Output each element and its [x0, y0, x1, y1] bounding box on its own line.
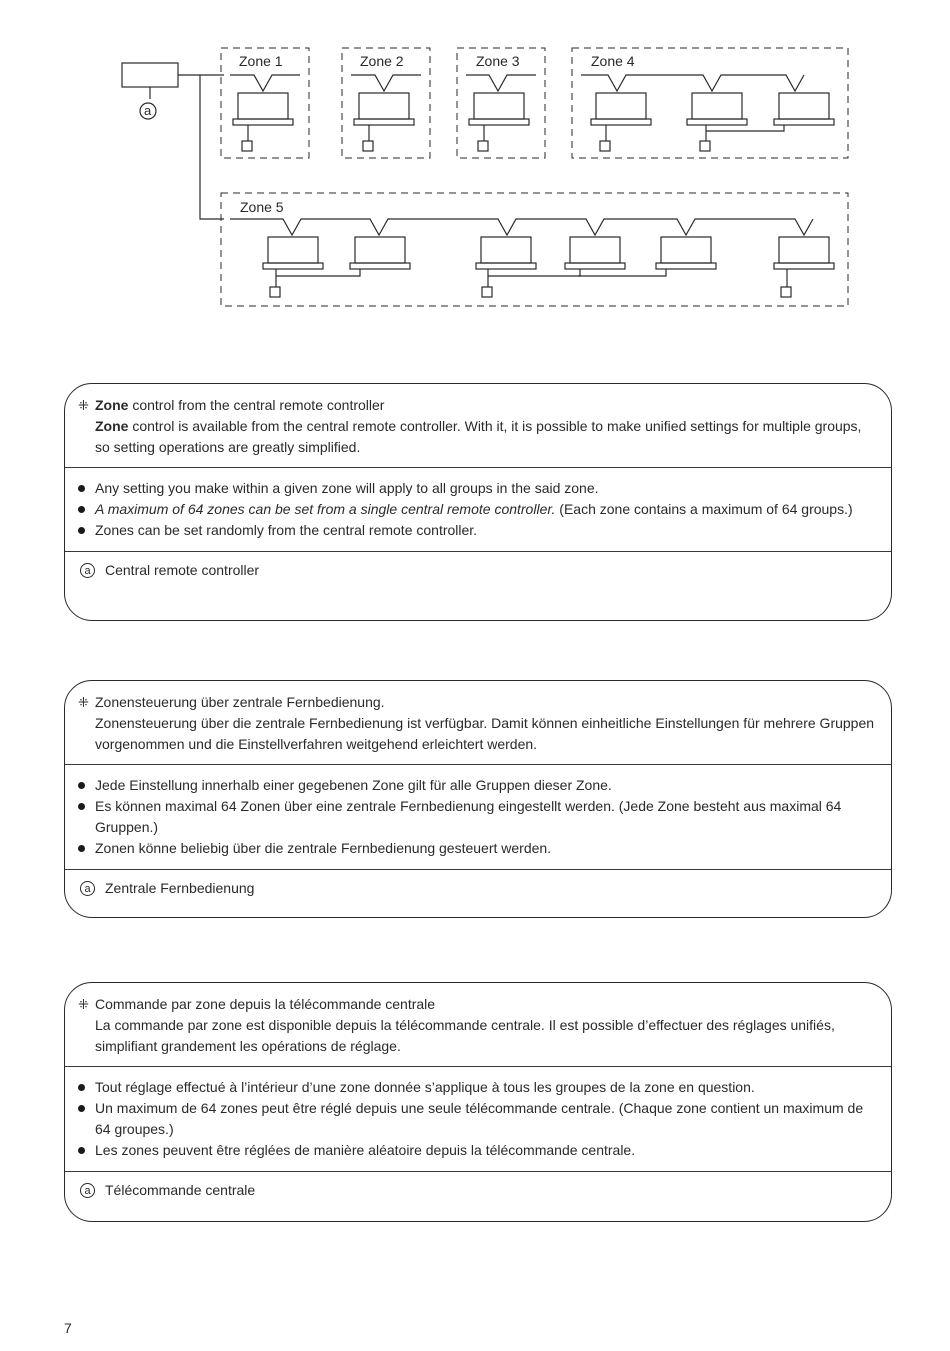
- english-panel: [64, 383, 892, 621]
- french-bullet-3: Les zones peuvent être réglées de manière aléatoire depuis la télécommande centrale.: [95, 1140, 879, 1161]
- trunk-wire: [178, 75, 224, 219]
- zone-2-label: Zone 2: [360, 53, 404, 69]
- english-intro: [65, 384, 891, 467]
- german-panel: [64, 680, 892, 918]
- english-legend: [65, 551, 891, 591]
- english-bullet-2: [95, 499, 879, 520]
- legend-a-icon: a: [80, 563, 95, 578]
- german-heading: Zonensteuerung über zentrale Fernbedienung.: [95, 694, 385, 710]
- english-bullet-2-italic: A maximum of 64 zones can be set from a single central remote controller.: [95, 501, 556, 517]
- french-legend: [65, 1171, 891, 1211]
- english-body-rest: control is available from the central remote controller. With it, it is possible to make unified settings for multiple groups, so setting operations are greatly simplified.: [95, 418, 862, 455]
- english-bullet-1: Any setting you make within a given zone will apply to all groups in the said zone.: [95, 478, 879, 499]
- zone-2-bus: [351, 75, 421, 91]
- section-mark-icon: ⁜: [78, 695, 89, 710]
- zone-1-bus: [230, 75, 300, 91]
- french-bullets: [65, 1066, 891, 1171]
- french-bullet-1: Tout réglage effectué à l’intérieur d’une zone donnée s’applique à tous les groupes de la zone en question.: [95, 1077, 879, 1098]
- zone-wiring-diagram: [0, 0, 950, 330]
- german-body: Zonensteuerung über die zentrale Fernbedienung ist verfügbar. Damit können einheitliche Einstellungen für mehrere Gruppen vorgenommen und die Einstellverfahren weitgehend erleichtert werden.: [95, 715, 875, 752]
- german-legend-text: Zentrale Fernbedienung: [105, 880, 255, 896]
- zone-5-bus: [230, 219, 813, 235]
- indoor-units-row-1: [233, 93, 834, 125]
- central-remote-controller: [122, 63, 178, 87]
- german-intro: [65, 681, 891, 764]
- zone-5-label: Zone 5: [240, 199, 284, 215]
- german-bullet-2: Es können maximal 64 Zonen über eine zentrale Fernbedienung eingestellt werden. (Jede Zone besteht aus maximal 64 Gruppen.): [95, 796, 879, 838]
- zone-1-label: Zone 1: [239, 53, 283, 69]
- german-bullet-1: Jede Einstellung innerhalb einer gegebenen Zone gilt für alle Gruppen dieser Zone.: [95, 775, 879, 796]
- french-intro: [65, 983, 891, 1066]
- german-bullet-3: Zonen könne beliebig über die zentrale Fernbedienung gesteuert werden.: [95, 838, 879, 859]
- french-bullet-2: Un maximum de 64 zones peut être réglé depuis une seule télécommande centrale. (Chaque zone contient un maximum de 64 groupes.): [95, 1098, 879, 1140]
- indoor-units-row-2: [263, 237, 834, 269]
- french-legend-text: Télécommande centrale: [105, 1182, 256, 1198]
- french-body: La commande par zone est disponible depuis la télécommande centrale. Il est possible d’effectuer des réglages unifiés, simplifiant grandement les opérations de réglage.: [95, 1017, 835, 1054]
- english-body-bold: Zone: [95, 418, 129, 434]
- french-heading: Commande par zone depuis la télécommande centrale: [95, 996, 436, 1012]
- local-remotes-row-2: [270, 269, 791, 297]
- english-bullet-2-rest: (Each zone contains a maximum of 64 groups.): [555, 501, 853, 517]
- zone-4-bus: [581, 75, 804, 91]
- english-bullet-3: Zones can be set randomly from the central remote controller.: [95, 520, 879, 541]
- zone-5-box: [221, 193, 848, 306]
- german-bullets: [65, 764, 891, 869]
- zone-boxes: [221, 48, 848, 306]
- section-mark-icon: ⁜: [78, 997, 89, 1012]
- english-heading-rest: control from the central remote controller: [128, 397, 385, 413]
- local-remotes-row-1: [242, 125, 784, 151]
- section-mark-icon: ⁜: [78, 398, 89, 413]
- controller-callout-label: a: [144, 103, 152, 118]
- german-legend: [65, 869, 891, 909]
- zone-4-label: Zone 4: [591, 53, 635, 69]
- zone-3-bus: [466, 75, 536, 91]
- page-number: 7: [64, 1320, 72, 1336]
- french-panel: [64, 982, 892, 1222]
- english-heading-bold: Zone: [95, 397, 129, 413]
- legend-a-icon: a: [80, 881, 95, 896]
- zone-3-label: Zone 3: [476, 53, 520, 69]
- legend-a-icon: a: [80, 1183, 95, 1198]
- english-legend-text: Central remote controller: [105, 562, 260, 578]
- english-bullets: [65, 467, 891, 551]
